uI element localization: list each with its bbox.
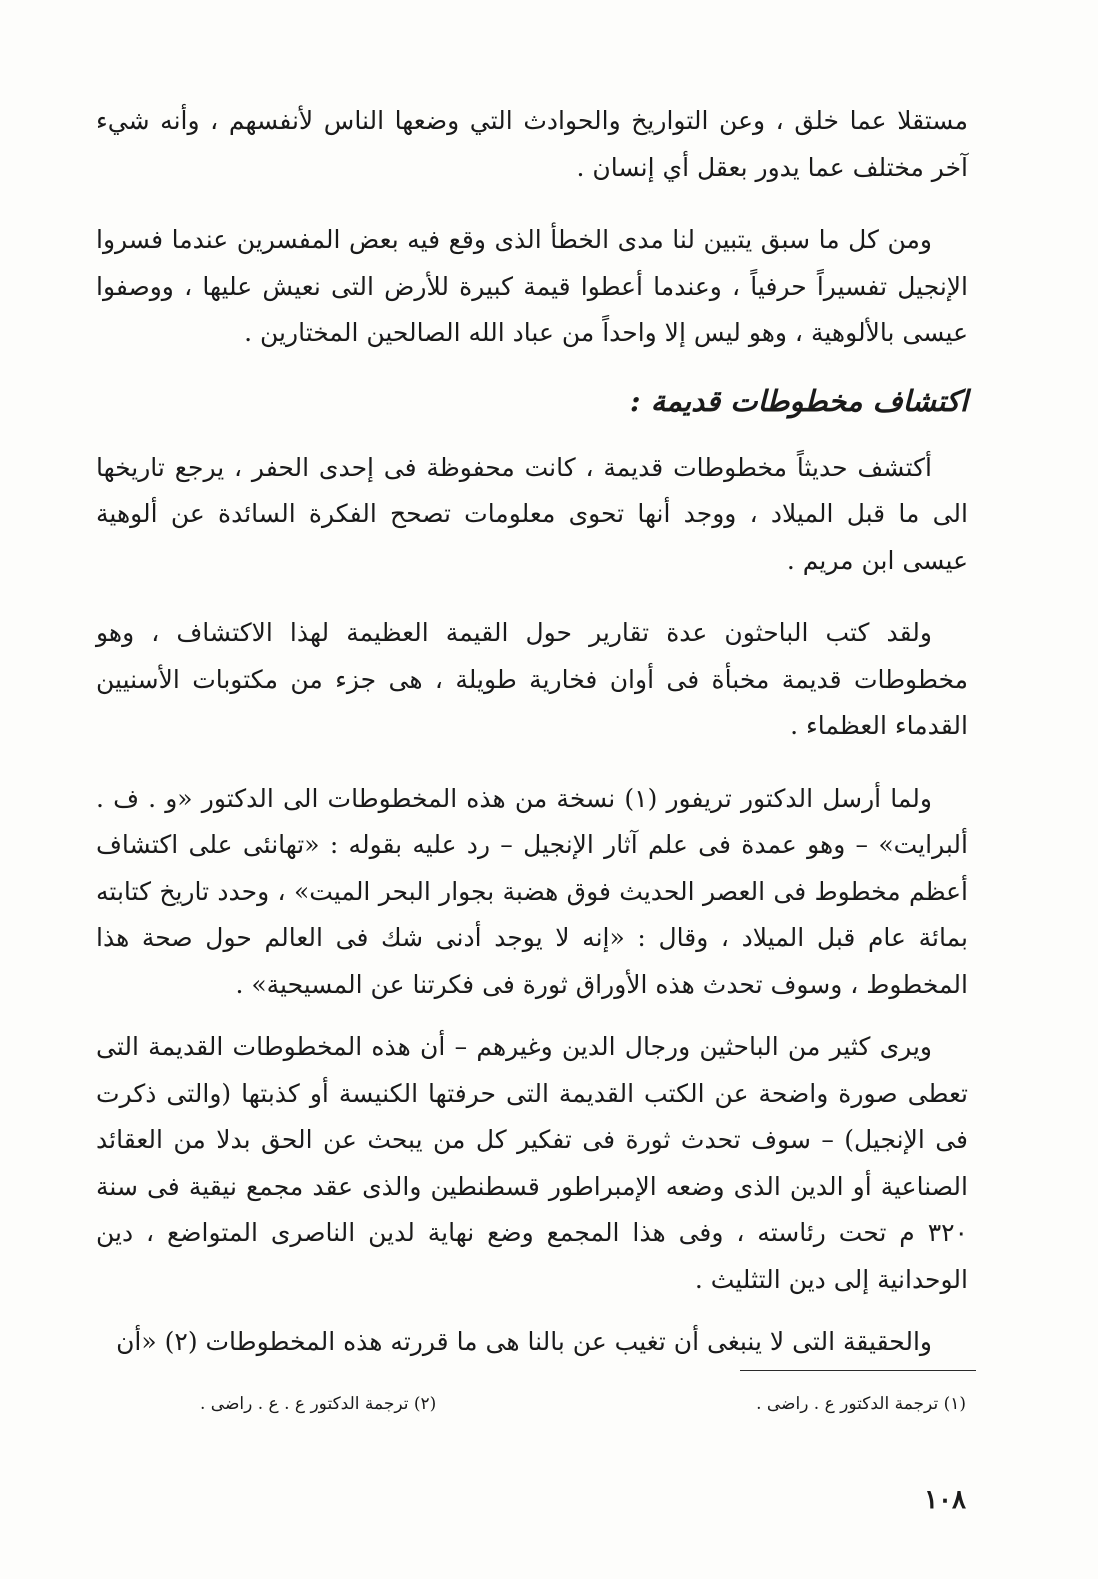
page-number: ١٠٨ <box>924 1485 966 1515</box>
footnote-2: (٢) ترجمة الدكتور ع . ع . راضى . <box>200 1394 437 1414</box>
section-heading: اكتشاف مخطوطات قديمة : <box>629 383 968 418</box>
paragraph-interpretation-error: ومن كل ما سبق يتبين لنا مدى الخطأ الذى وقع فيه بعض المفسرين عندما فسروا الإنجيل تفسيراً حرفياً ، وعندما أعطوا قيمة كبيرة للأرض التى نعيش عليها ، ووصفوا عيسى بالألوهية ، وهو ليس إلا واحداً من عباد الله الصالحين المختارين . <box>96 225 968 347</box>
paragraph-discovery: أكتشف حديثاً مخطوطات قديمة ، كانت محفوظة فى إحدى الحفر ، يرجع تاريخها الى ما قبل الميلاد ، ووجد أنها تحوى معلومات تصحح الفكرة السائدة عن ألوهية عيسى ابن مريم . <box>96 452 968 575</box>
paragraph-intro-continuation: مستقلا عما خلق ، وعن التواريخ والحوادث التي وضعها الناس لأنفسهم ، وأنه شيء آخر مختلف عما يدور بعقل أي إنسان . <box>96 106 968 182</box>
paragraph-reports: ولقد كتب الباحثون عدة تقارير حول القيمة العظيمة لهذا الاكتشاف ، وهو مخطوطات قديمة مخبأة فى أوان فخارية طويلة ، هى جزء من مكتوبات الأسنيين القدماء العظماء . <box>96 618 968 740</box>
body-text <box>96 98 968 1392</box>
footnotes <box>200 1392 966 1416</box>
paragraph-researchers: ويرى كثير من الباحثين ورجال الدين وغيرهم – أن هذه المخطوطات القديمة التى تعطى صورة واضحة عن الكتب القديمة التى حرفتها الكنيسة أو كذبتها (والتى ذكرت فى الإنجيل) – سوف تحدث ثورة فى تفكير كل من يبحث عن الحق بدلا من العقائد الصناعية أو الدين الذى وضعه الإمبراطور قسطنطين والذى عقد مجمع نيقية فى سنة ٣٢٠ م تحت رئاسته ، وفى هذا المجمع وضع نهاية لدين الناصرى المتواضع ، دين الوحدانية إلى دين التثليث . <box>96 1032 968 1294</box>
footnote-1: (١) ترجمة الدكتور ع . راضى . <box>756 1394 966 1414</box>
paragraph-albright: ولما أرسل الدكتور تريفور (١) نسخة من هذه المخطوطات الى الدكتور «و . ف . ألبرايت» – وهو عمدة فى علم آثار الإنجيل – رد عليه بقوله : «تهانئى على اكتشاف أعظم مخطوط فى العصر الحديث فوق هضبة بجوار البحر الميت» ، وحدد تاريخ كتابته بمائة عام قبل الميلاد ، وقال : «إنه لا يوجد أدنى شك فى العالم حول صحة هذا المخطوط ، وسوف تحدث هذه الأوراق ثورة فى فكرتنا عن المسيحية» . <box>96 783 968 999</box>
paragraph-truth: والحقيقة التى لا ينبغى أن تغيب عن بالنا هى ما قررته هذه المخطوطات (٢) «أن <box>116 1327 932 1356</box>
footnote-divider <box>740 1370 976 1371</box>
